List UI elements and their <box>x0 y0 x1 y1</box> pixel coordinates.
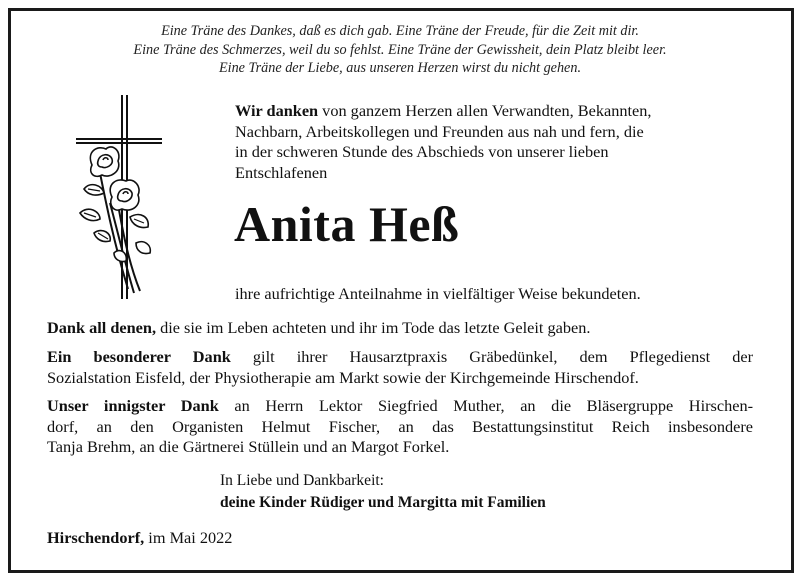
intro-line: in der schweren Stunde des Abschieds von unserer lieben <box>235 142 609 161</box>
intro-lead: Wir danken <box>235 101 319 120</box>
poem-verse <box>0 22 800 78</box>
closing-signers: deine Kinder Rüdiger und Margitta mit Familien <box>220 494 546 511</box>
place-town: Hirschendorf, <box>47 528 145 547</box>
thanks-line: Tanja Brehm, an die Gärtnerei Stüllein und an Margot Forkel. <box>47 437 450 456</box>
thanks-line: Sozialstation Eisfeld, der Physiotherapie am Markt sowie der Kirchgemeinde Hirschendof. <box>47 367 639 387</box>
thanks-lead: Dank all denen, <box>47 318 157 337</box>
intro-line1-rest: von ganzem Herzen allen Verwandten, Bekannten, <box>318 101 652 120</box>
intro-paragraph <box>235 101 755 183</box>
poem-line: Eine Träne des Schmerzes, weil du so fehlst. Eine Träne der Gewissheit, dein Platz bleibt leer. <box>133 41 667 58</box>
deceased-name: Anita Heß <box>234 196 460 252</box>
thanks-line <box>47 347 753 368</box>
thanks-lead: Ein besonderer Dank <box>47 347 231 366</box>
cross-with-roses-icon <box>70 93 165 303</box>
poem-line: Eine Träne der Liebe, aus unseren Herzen wirst du nicht gehen. <box>218 60 581 76</box>
intro-line <box>235 101 755 122</box>
closing-greeting: In Liebe und Dankbarkeit: <box>220 472 384 489</box>
place-date-text: im Mai 2022 <box>144 528 233 547</box>
intro-line: Nachbarn, Arbeitskollegen und Freunden aus nah und fern, die <box>235 121 644 141</box>
thanks-line <box>47 318 753 339</box>
place-date <box>47 528 232 548</box>
thanks-rest: die sie im Leben achteten und ihr im Tode das letzte Geleit gaben. <box>156 318 591 337</box>
thanks-paragraph-2 <box>47 347 753 388</box>
thanks-line: dorf, an den Organisten Helmut Fischer, an das Bestattungsinstitut Reich insbesondere <box>47 416 753 436</box>
thanks-rest: gilt ihrer Hausarztpraxis Gräbedünkel, dem Pflegedienst der <box>230 347 753 366</box>
thanks-paragraph-3 <box>47 396 753 458</box>
poem-line: Eine Träne des Dankes, daß es dich gab. Eine Träne der Freude, für die Zeit mit dir. <box>161 23 639 39</box>
after-name-text: ihre aufrichtige Anteilnahme in vielfältiger Weise bekundeten. <box>235 284 641 303</box>
thanks-lead: Unser innigster Dank <box>47 396 219 415</box>
thanks-line <box>47 396 753 417</box>
intro-line: Entschlafenen <box>235 162 328 182</box>
thanks-paragraph-1 <box>47 318 753 339</box>
thanks-rest: an Herrn Lektor Siegfried Muther, an die Bläsergruppe Hirschen- <box>218 396 754 415</box>
